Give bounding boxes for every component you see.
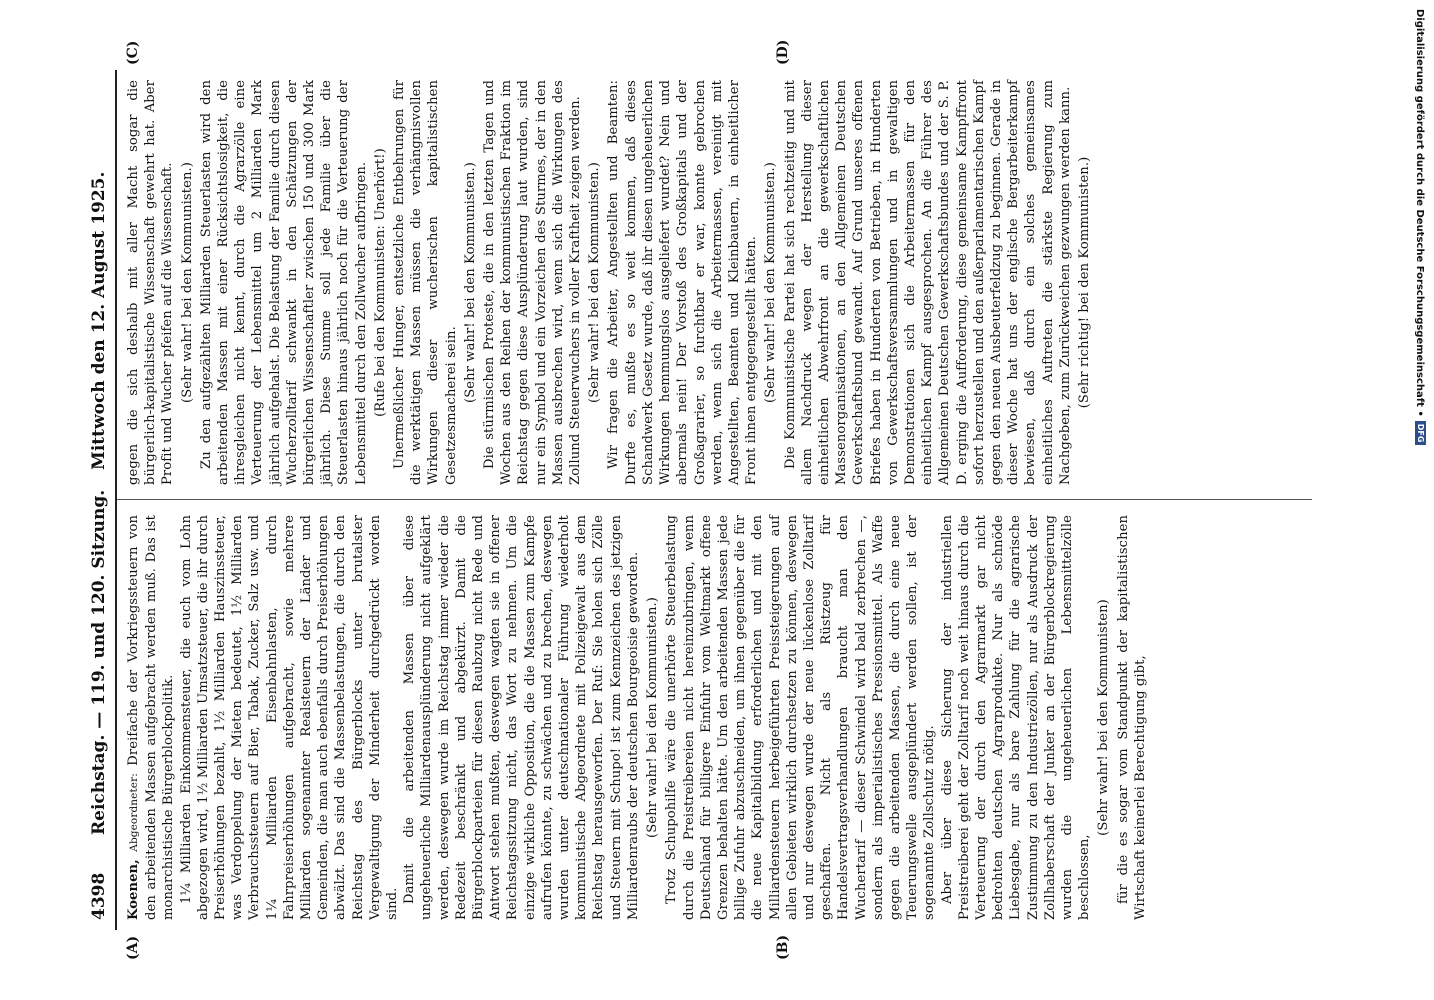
credit-text: Digitalisierung gefördert durch die Deutsche Forschungsgemeinschaft • bbox=[1414, 9, 1425, 417]
margin-mark-a: (A) bbox=[125, 935, 141, 960]
paragraph-text: Dreifache der Vorkriegssteuern von den arbeitenden Massen aufgebracht werden muß. Das ist monarchistische Bürgerblockpolitik. bbox=[126, 515, 177, 920]
digitization-credit bbox=[1412, 9, 1426, 809]
paragraph: Unermeßlicher Hunger, entsetzliche Entbehrungen für die werktätigen Massen müssen die verhängnisvollen Wirkungen dieser wucherischen kapitalistischen Gesetzesmacherei sein. bbox=[392, 80, 459, 485]
interjection: (Sehr wahr! bei den Kommunisten.) bbox=[587, 162, 603, 403]
page-number: 4398 bbox=[89, 872, 109, 920]
paragraph: für die es sogar vom Standpunkt der kapitalistischen Wirtschaft keinerlei Berechtigung gibt, bbox=[1115, 515, 1148, 920]
right-text-column bbox=[125, 80, 1095, 485]
paragraph: Damit die arbeitenden Massen über diese ungeheuerliche Milliardenausplünderung nicht aufgeklärt werden, deswegen wurde im Reichstag immer wieder die Redezeit beschränkt und abgekürzt. Damit die Bürgerblockparteien für diesen Raubzug nicht Rede und Antwort stehen mußten, deswegen wagten sie in offener Reichstagssitzung nicht, das Wort zu nehmen. Um die einzige wirkliche Opposition, die die Massen zum Kampfe aufrufen könnte, zu schwächen und zu brechen, deswegen wurden unter deutschnationaler Führung wiederholt kommunistische Abgeordnete mit Polizeigewalt aus dem Reichstag herausgeworfen. Der Ruf: Sie holen sich Zölle und Steuern mit Schupo! ist zum Kennzeichen des jetzigen Milliardenraubs der deutschen Bourgeoisie geworden. bbox=[402, 515, 641, 920]
interjection: (Sehr wahr! bei den Kommunisten.) bbox=[179, 162, 195, 403]
paragraph: Aber über diese Sicherung der industriellen Preistreiberei geht der Zolltarif noch weit hinaus durch die Verteuerung der durch den Agrarmarkt gar nicht bedrohten deutschen Agrarprodukte. Nur als schnöde Liebesgabe, nur als bare Zahlung für die agrarische Zustimmung zu den Industriezöllen, nur als Ausdruck der Zollhaberschaft der Junker an der Bürgerblockregierung wurden die ungeheuerlichen Lebensmittelzölle beschlossen, bbox=[939, 515, 1093, 920]
page-header bbox=[85, 70, 115, 930]
paragraph: Zu den aufgezählten Milliarden Steuerlasten wird den arbeitenden Massen mit einer Rücksichtslosigkeit, die ihresgleichen nicht kennt, durch die Agrarzölle eine Verteuerung der Lebensmittel um 2 Milliarden Mark jährlich aufgehalst. Die Belastung der Familie durch diesen Wucherzolltarif schwankt in den Schätzungen der bürgerlichen Wissenschaftler zwischen 150 und 300 Mark jährlich. Diese Summe soll jede Familie über die Steuerlasten hinaus jährlich noch für die Verteuerung der Lebensmittel durch den Zollwucher aufbringen. bbox=[198, 80, 369, 485]
header-date: Mittwoch den 12. August 1925. bbox=[89, 171, 109, 470]
speaker-paragraph bbox=[125, 515, 178, 920]
margin-mark-b: (B) bbox=[775, 934, 791, 960]
left-text-column bbox=[125, 515, 1149, 920]
interjection: (Sehr richtig! bei den Kommunisten.) bbox=[1076, 156, 1092, 409]
dfg-logo: DFG bbox=[1415, 421, 1426, 446]
speaker-name: Koenen, bbox=[126, 859, 141, 920]
paragraph: 1¼ Milliarden Einkommensteuer, die euch vom Lohn abgezogen wird, 1½ Milliarden Umsatzsteuer, die ihr durch Preiserhöhungen bezahlt, 1½ Milliarden Hauszinssteuer, was Verdoppelung der Mieten bedeutet, 1½ Milliarden Verbrauchssteuern auf Bier, Tabak, Zucker, Salz usw. und 1¼ Milliarden Eisenbahnlasten, durch Fahrpreiserhöhungen aufgebracht, sowie mehrere Milliarden sogenannter Realsteuern der Länder und Gemeinden, die man auch ebenfalls durch Preiserhöhungen abwälzt. Das sind die Massenbelastungen, die durch den Reichstag des Bürgerblocks unter brutalster Vergewaltigung der Minderheit durchgedrückt worden sind. bbox=[178, 515, 401, 920]
document-page bbox=[85, 39, 1315, 960]
header-session: Reichstag. — 119. und 120. Sitzung. bbox=[89, 489, 109, 835]
interjection: (Sehr wahr! bei den Kommunisten.) bbox=[763, 162, 779, 403]
paragraph: gegen die sich deshalb mit aller Macht sogar die bürgerlich-kapitalistische Wissenschaft gewehrt hat. Aber Profit und Wucher pfeifen auf die Wissenschaft. bbox=[126, 80, 176, 485]
speaker-role: Abgeordneter: bbox=[128, 773, 140, 852]
paragraph: Wir fragen die Arbeiter, Angestellten und Beamten: Durfte es, mußte es so weit kommen, daß dieses Schandwerk Gesetz wurde, daß ihr diesen ungeheuerlichen Wirkungen hemmungslos ausgeliefert wurdet? Nein und abermals nein! Der Vorstoß des Großkapitals und der Großagrarier, so furchtbar er war, konnte gebrochen werden, wenn sich die Arbeitermassen, vereinigt mit Angestellten, Beamten und Kleinbauern, in einheitlicher Front ihnen entgegengestellt hätten. bbox=[606, 80, 760, 485]
interjection: (Sehr wahr! bei den Kommunisten) bbox=[1096, 599, 1112, 836]
header-rule bbox=[115, 70, 117, 930]
paragraph: Die stürmischen Proteste, die in den letzten Tagen und Wochen aus den Reihen der kommunistischen Fraktion im Reichstag gegen diese Ausplünderung laut wurden, sind nur ein Symbol und ein Vorzeichen des Sturmes, der in den Massen ausbrechen wird, wenn sich die Wirkungen des Zollund Steuerwuchers in voller Kraftheit zeigen werden. bbox=[482, 80, 584, 485]
interjection: (Sehr wahr! bei den Kommunisten.) bbox=[645, 597, 661, 838]
paragraph: Die Kommunistische Partei hat sich rechtzeitig und mit allem Nachdruck wegen der Herstellung dieser einheitlichen Abwehrfront an die gewerkschaftlichen Massenorganisationen, an den Allgemeinen Deutschen Gewerkschaftsbund gewandt. Auf Grund unseres offenen Briefes haben in Hunderten von Betrieben, in Hunderten von Gewerkschaftsversammlungen und in gewaltigen Demonstrationen sich die Arbeitermassen für den einheitlichen Kampf ausgesprochen. An die Führer des Allgemeinen Deutschen Gewerkschaftsbundes und der S. P. D. erging die Aufforderung, diese gemeinsame Kampffront sofort herzustellen und den außerparlamentarischen Kampf gegen den neuen Ausbeuterfeldzug zu beginnen. Gerade in dieser Woche hat uns der englische Bergarbeiterkampf bewiesen, daß durch ein solches gemeinsames einheitliches Auftreten die stärkste Regierung zum Nachgeben, zum Zurückweichen gezwungen werden kann. bbox=[782, 80, 1073, 485]
margin-mark-d: (D) bbox=[775, 39, 791, 65]
paragraph: Trotz Schupohilfe wäre die unerhörte Steuerbelastung durch die Preistreibereien nicht hereinzubringen, wenn Deutschland für billigere Einfuhr vom Weltmarkt offene Grenzen behalten hätte. Um den arbeitenden Massen jede billige Zufuhr abzuschneiden, um ihnen gegenüber die für die neue Kapitalbildung erforderlichen und mit den Milliardensteuern herbeigeführten Preissteigerungen auf allen Gebieten wirklich durchsetzen zu können, deswegen und nur deswegen wurde der neue lückenlose Zolltarif geschaffen. Nicht als Rüstzeug für Handelsvertragsverhandlungen braucht man den Wuchertarif — dieser Schwindel wird bald zerbrechen —, sondern als imperialistisches Pressionsmittel. Als Waffe gegen die arbeitenden Massen, die durch eine neue Teuerungswelle ausgeplündert werden sollen, ist der sogenannte Zollschutz nötig. bbox=[664, 515, 938, 920]
margin-mark-c: (C) bbox=[125, 40, 141, 65]
interjection: (Rufe bei den Kommunisten: Unerhört!) bbox=[372, 148, 388, 417]
interjection: (Sehr wahr! bei den Kommunisten.) bbox=[462, 162, 478, 403]
column-divider bbox=[117, 499, 1312, 500]
